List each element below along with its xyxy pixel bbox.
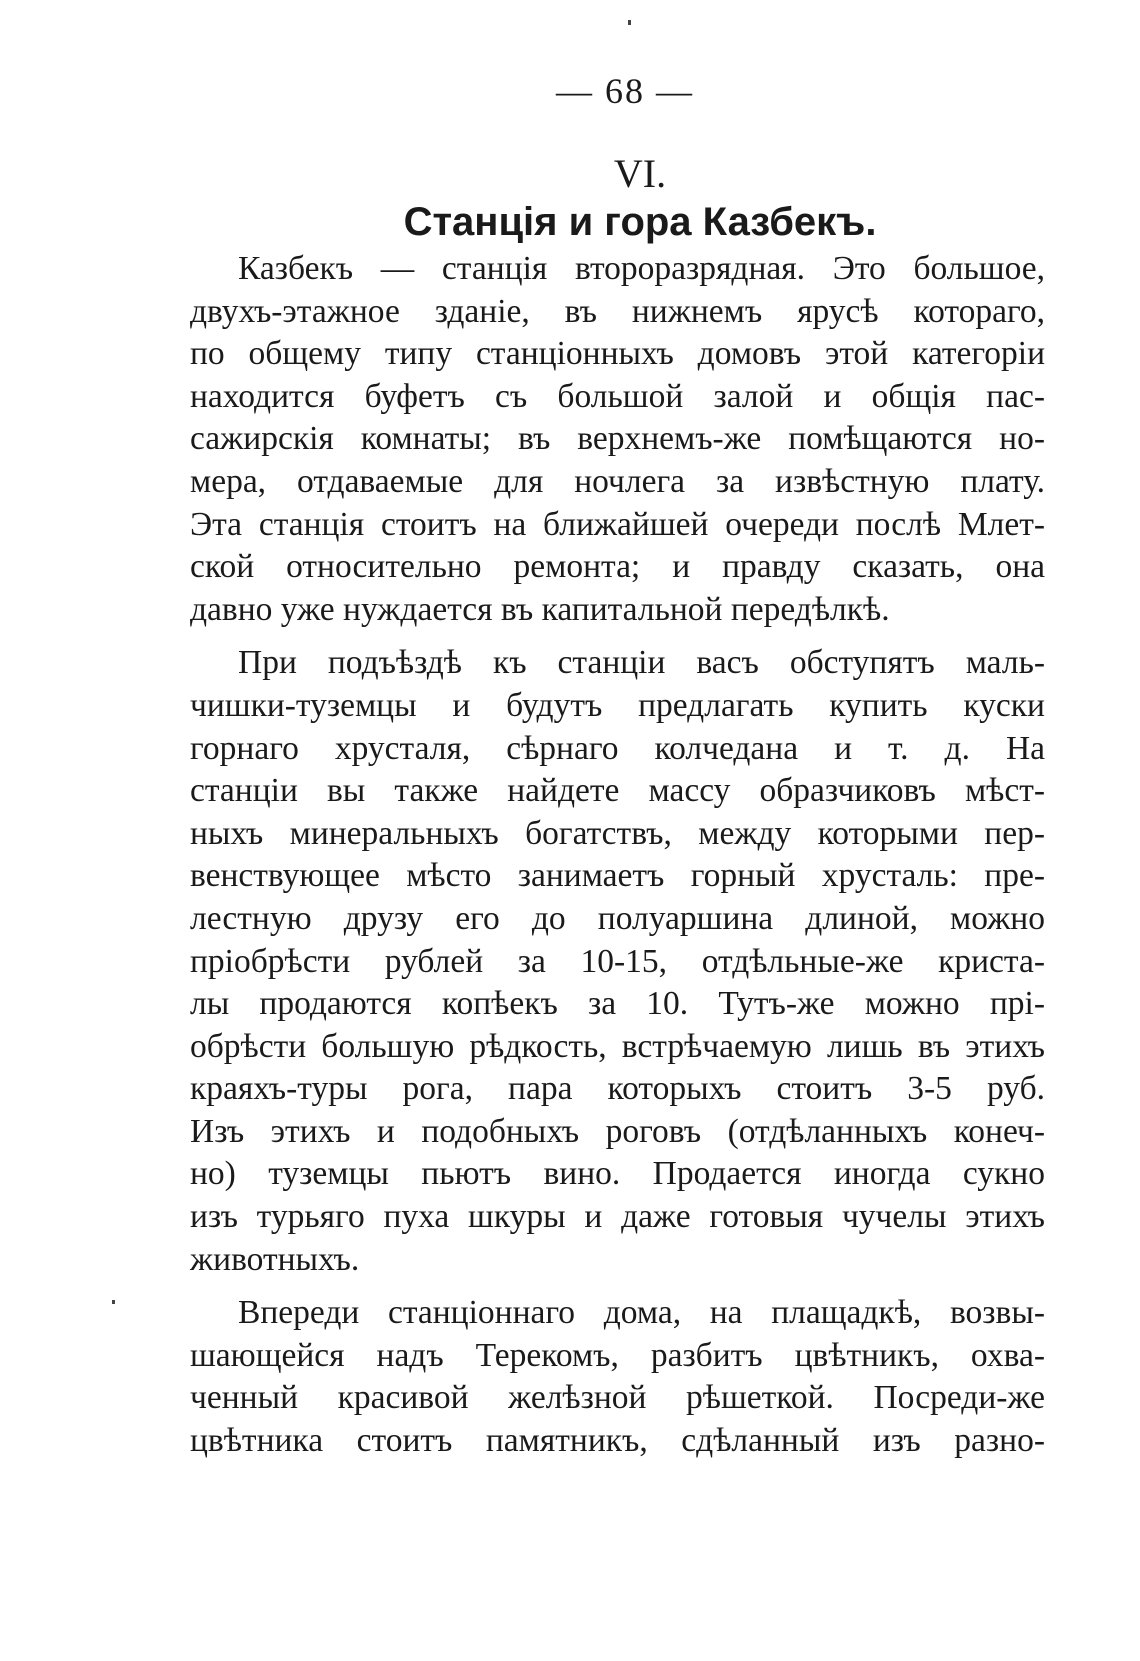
text-line: по общему типу станціонныхъ домовъ этой категоріи	[190, 335, 1045, 373]
text-line: венствующее мѣсто занимаетъ горный хрусталь: пре-	[190, 857, 1045, 895]
page-number: — 68 —	[556, 71, 694, 111]
text-line: краяхъ-туры рога, пара которыхъ стоитъ 3-5 руб.	[190, 1070, 1045, 1108]
text-line: обрѣсти большую рѣдкость, встрѣчаемую лишь въ этихъ	[190, 1027, 1045, 1065]
text-line: лестную друзу его до полуаршина длиной, можно	[190, 899, 1045, 937]
text-line: Впереди станціоннаго дома, на плащадкѣ, возвы-	[238, 1294, 1045, 1332]
text-line: горнаго хрусталя, сѣрнаго колчедана и т. д. На	[190, 729, 1045, 767]
text-line: сажирскія комнаты; въ верхнемъ-же помѣщаются но-	[190, 420, 1045, 458]
chapter-title: Станція и гора Казбекъ.	[403, 200, 877, 244]
print-speck	[112, 1300, 115, 1304]
text-line: Казбекъ — станція второразрядная. Это большое,	[238, 250, 1045, 287]
text-line: находится буфетъ съ большой залой и общія пас-	[190, 377, 1045, 415]
text-line: давно уже нуждается въ капитальной передѣлкѣ.	[190, 590, 890, 628]
text-line: животныхъ.	[190, 1240, 360, 1278]
text-line: лы продаются копѣекъ за 10. Тутъ-же можно прі-	[190, 985, 1045, 1023]
paragraph-3	[190, 1292, 1045, 1462]
text-line: чишки-туземцы и будутъ предлагать купить куски	[190, 686, 1045, 724]
text-line: Эта станція стоитъ на ближайшей очереди послѣ Млет-	[190, 505, 1045, 543]
text-line: но) туземцы пьютъ вино. Продается иногда сукно	[190, 1155, 1045, 1193]
text-line: ченный красивой желѣзной рѣшеткой. Посреди-же	[190, 1379, 1045, 1417]
text-line: При подъѣздѣ къ станціи васъ обступятъ маль-	[238, 644, 1045, 682]
text-line: изъ турьяго пуха шкуры и даже готовыя чучелы этихъ	[190, 1198, 1045, 1236]
text-line: станціи вы также найдете массу образчиковъ мѣст-	[190, 772, 1045, 810]
text-line: ныхъ минеральныхъ богатствъ, между которыми пер-	[190, 814, 1045, 852]
text-line: цвѣтника стоитъ памятникъ, сдѣланный изъ разно-	[190, 1422, 1045, 1460]
paragraph-1	[190, 248, 1045, 631]
text-line: Изъ этихъ и подобныхъ роговъ (отдѣланныхъ конеч-	[190, 1112, 1045, 1150]
paragraph-2	[190, 642, 1045, 1281]
body-text	[190, 248, 1045, 1474]
text-line: двухъ-этажное зданіе, въ нижнемъ ярусѣ котораго,	[190, 292, 1045, 330]
text-line: шающейся надъ Терекомъ, разбитъ цвѣтникъ, охва-	[190, 1336, 1045, 1374]
text-line: ской относительно ремонта; и правду сказать, она	[190, 548, 1045, 586]
print-speck	[628, 20, 631, 25]
text-line: мера, отдаваемые для ночлега за извѣстную плату.	[190, 462, 1045, 500]
chapter-number: VI.	[613, 151, 667, 196]
text-line: пріобрѣсти рублей за 10-15, отдѣльные-же криста-	[190, 942, 1045, 980]
